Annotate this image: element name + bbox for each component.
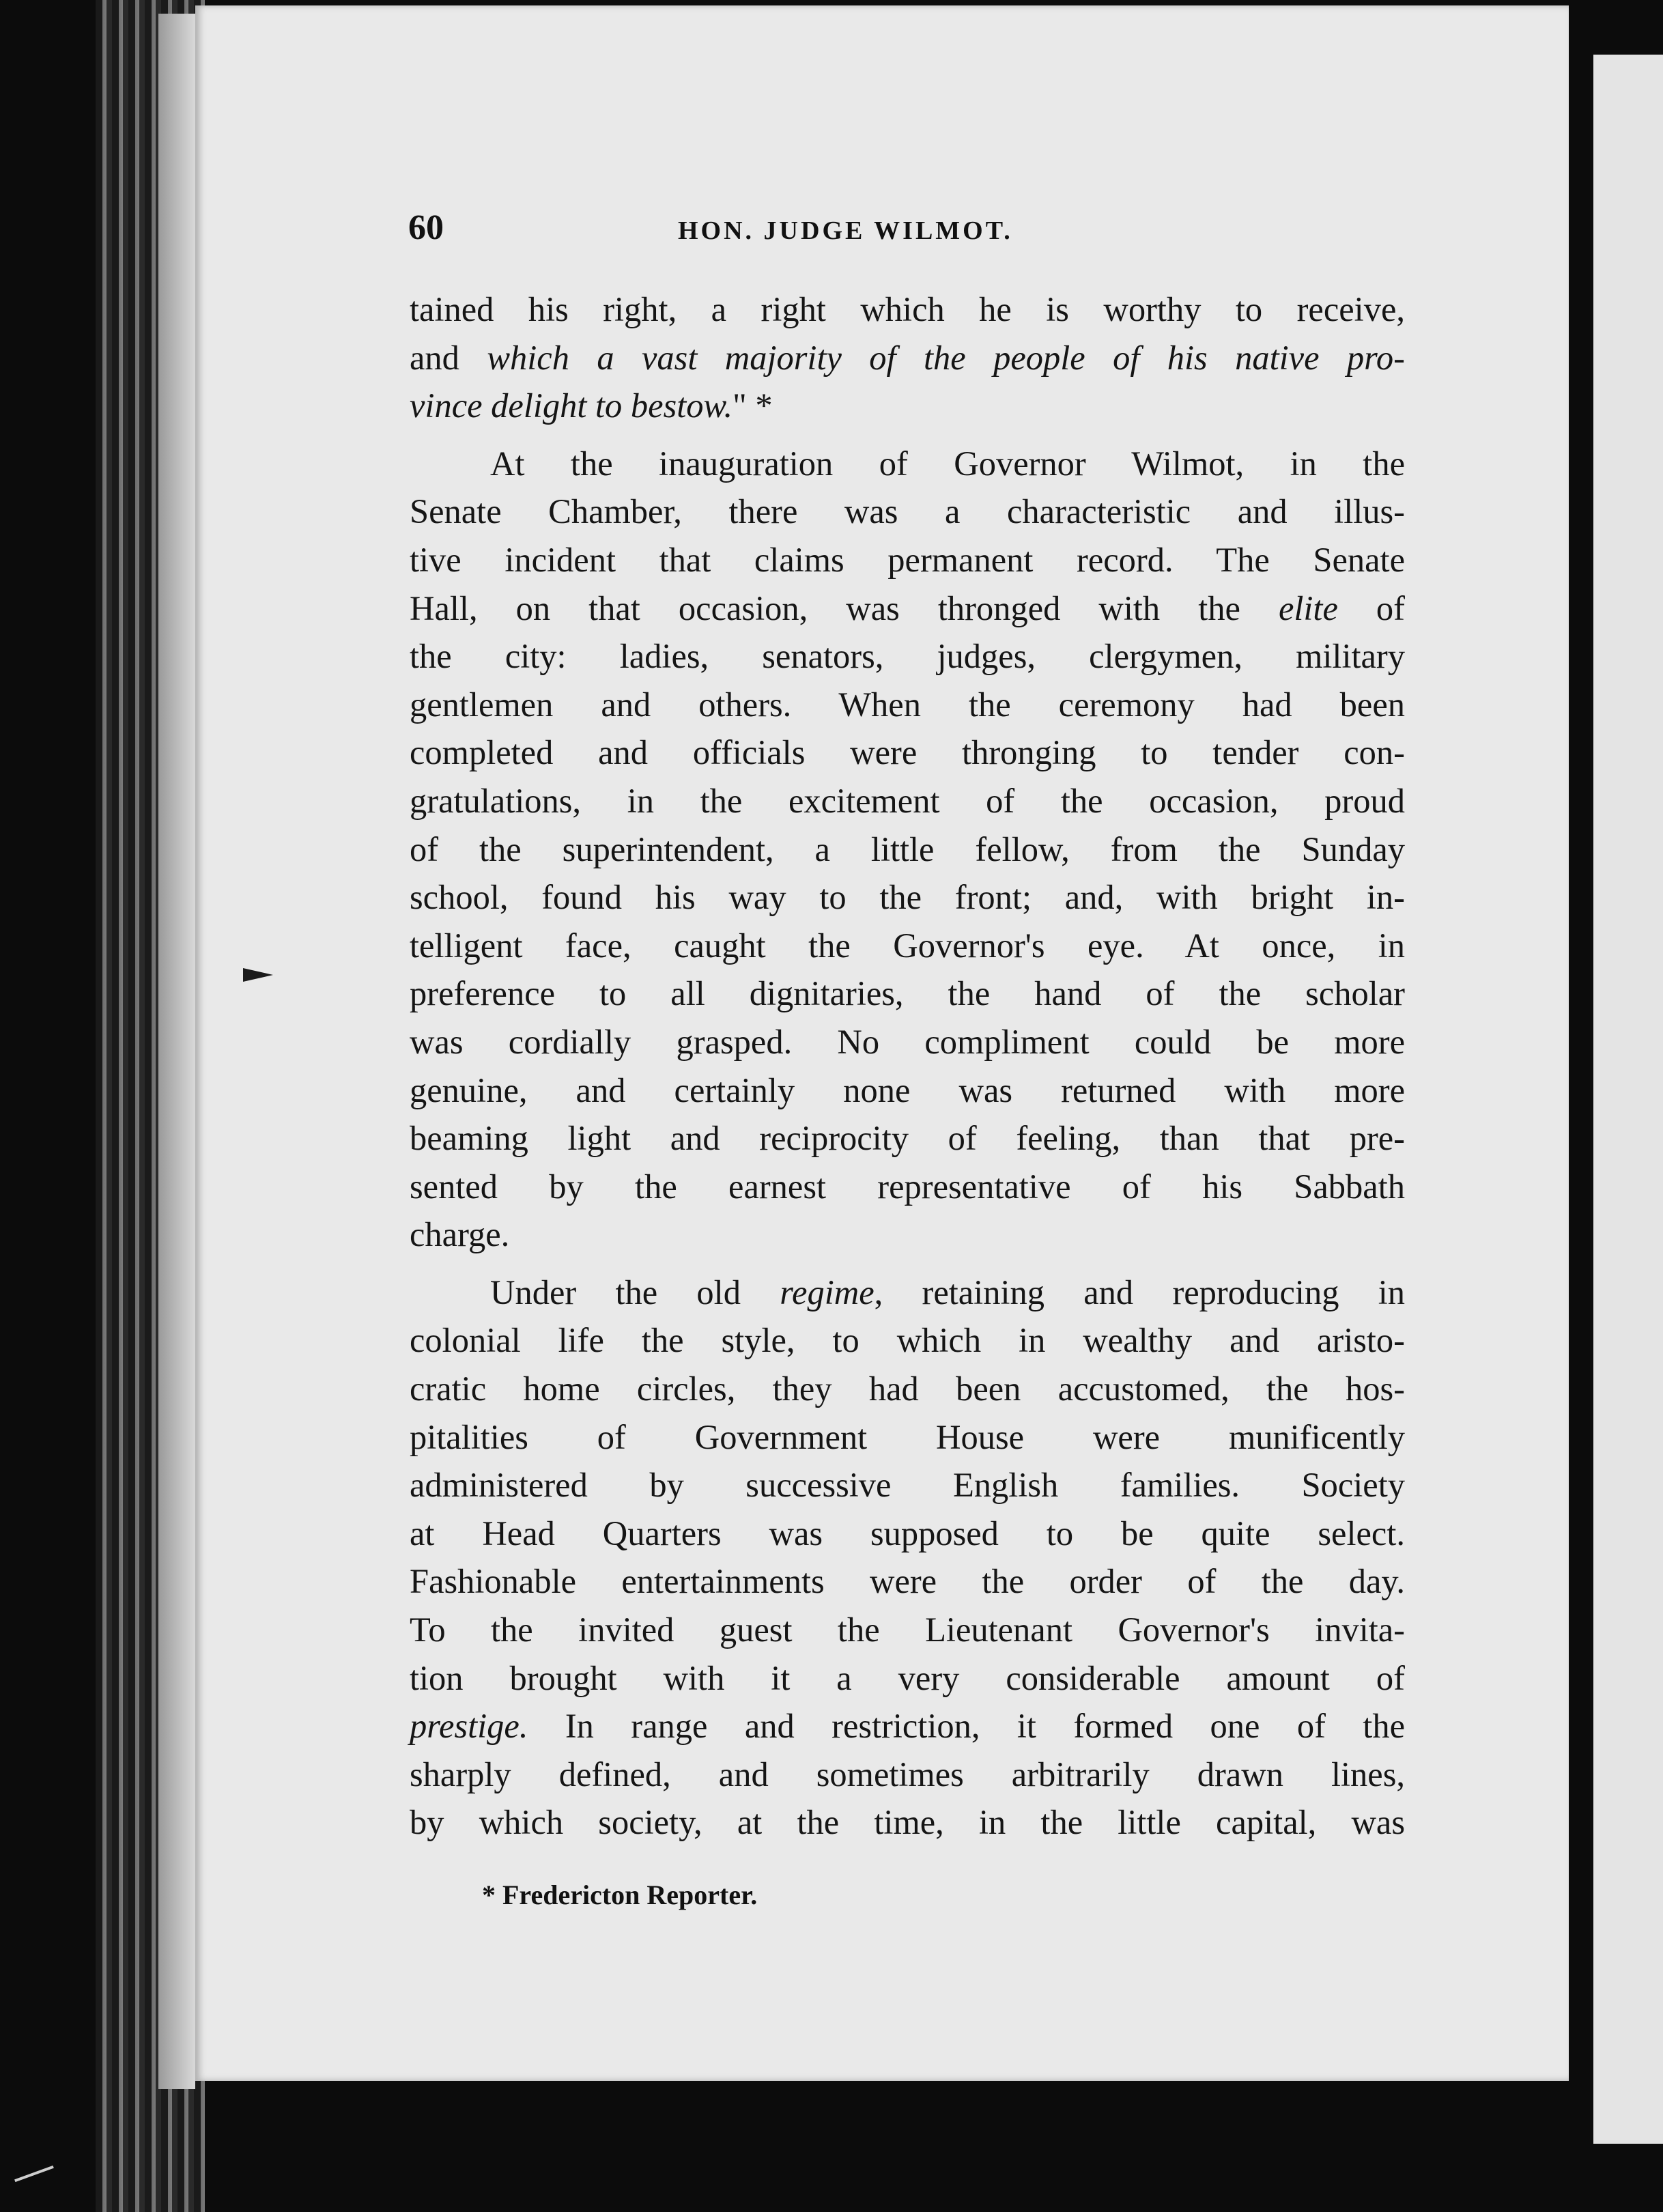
italic-word-prestige: prestige. [410,1707,528,1746]
page-header [408,208,1405,255]
text-line: gratulations, in the excitement of the occasion, proud [410,781,1405,820]
text-line-italic: vince delight to bestow. [410,386,733,425]
text-line: prestige. In range and restriction, it formed one of the [410,1707,1405,1746]
text-line: tion brought with it a very considerable amount of [410,1658,1405,1697]
text-line: by which society, at the time, in the little capital, was [410,1803,1405,1842]
text-line: Fashionable entertainments were the order of the day. [410,1562,1405,1601]
text-line: Hall, on that occasion, was thronged with the elite of [410,589,1405,627]
text-line: telligent face, caught the Governor's eye. At once, in [410,926,1405,965]
page-gutter-edge [158,14,195,2089]
italic-word-elite: elite [1278,589,1338,627]
body-text [410,285,1405,1847]
text-line: of the superintendent, a little fellow, from the Sunday [410,830,1405,868]
text-line: cratic home circles, they had been accustomed, the hos- [410,1370,1405,1408]
text-line: sented by the earnest representative of his Sabbath [410,1167,1405,1206]
text-line-italic: which a vast majority of the people of his native pro- [487,338,1405,377]
italic-word-regime: regime [780,1273,875,1311]
text-line: school, found his way to the front; and, with bright in- [410,878,1405,917]
text-line: tive incident that claims permanent record. The Senate [410,540,1405,579]
page-number: 60 [408,208,444,247]
text-line: was cordially grasped. No compliment could be more [410,1022,1405,1061]
margin-pointer-mark [243,968,273,982]
corner-scan-mark [14,2166,54,2182]
facing-page-edge [1593,55,1663,2144]
text-line: the city: ladies, senators, judges, clergymen, military [410,637,1405,676]
text-line: Under the old regime, retaining and reproducing in [490,1273,1405,1311]
text-line: charge. [410,1215,510,1254]
text-line: at Head Quarters was supposed to be quite select. [410,1514,1405,1552]
text-line: gentlemen and others. When the ceremony had been [410,685,1405,724]
text-line: pitalities of Government House were munificently [410,1417,1405,1456]
text-line: tained his right, a right which he is worthy to receive, [410,290,1405,328]
text-line: To the invited guest the Lieutenant Governor's invita- [410,1611,1405,1649]
text-line [410,334,1405,382]
text-line: completed and officials were thronging to tender con- [410,733,1405,772]
text-line: preference to all dignitaries, the hand of the scholar [410,974,1405,1013]
text-line: vince delight to bestow." * [410,386,773,425]
text-line: genuine, and certainly none was returned with more [410,1070,1405,1109]
text-line: beaming light and reciprocity of feeling, than that pre- [410,1119,1405,1158]
text-line: Senate Chamber, there was a characteristic and illus- [410,492,1405,531]
text-line: sharply defined, and sometimes arbitrarily drawn lines, [410,1755,1405,1793]
text-line-roman: and [410,338,487,377]
running-title: HON. JUDGE WILMOT. [678,216,1013,245]
footnote: * Fredericton Reporter. [482,1880,758,1910]
text-line: At the inauguration of Governor Wilmot, in the [490,444,1405,483]
text-line: colonial life the style, to which in wealthy and aristo- [410,1321,1405,1360]
text-line: administered by successive English families. Society [410,1466,1405,1505]
